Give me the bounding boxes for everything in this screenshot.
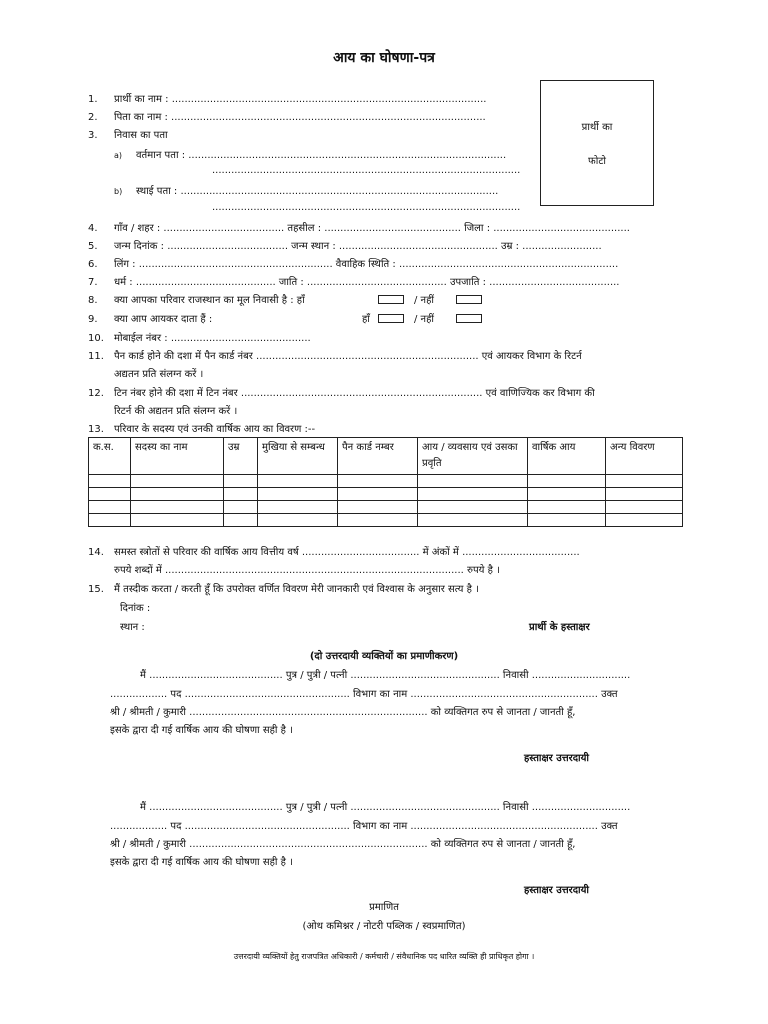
native-resident-question: क्या आपका परिवार राजस्थान का मूल निवासी है : हाँ bbox=[114, 295, 305, 306]
table-cell[interactable] bbox=[89, 475, 131, 488]
field-5 bbox=[88, 238, 602, 252]
pan-card-note: अद्यतन प्रति संलग्न करें । bbox=[114, 369, 204, 380]
field-number: 6. bbox=[88, 259, 98, 270]
sub-label: b) bbox=[114, 187, 123, 196]
taxpayer-yes-label: हाँ bbox=[362, 314, 370, 325]
field-12 bbox=[88, 385, 595, 399]
father-name-field[interactable]: पिता का नाम : ................................................................................................... bbox=[114, 112, 486, 123]
field-11 bbox=[88, 348, 582, 362]
permanent-address-continued[interactable]: ................................................................................................. bbox=[212, 202, 521, 213]
sub-label: a) bbox=[114, 151, 123, 160]
table-cell[interactable] bbox=[418, 488, 528, 501]
date-label: दिनांक : bbox=[120, 603, 151, 614]
applicant-signature-label: प्रार्थी के हस्ताक्षर bbox=[529, 622, 590, 633]
table-cell[interactable] bbox=[224, 501, 258, 514]
field-15 bbox=[88, 581, 479, 595]
table-cell[interactable] bbox=[258, 488, 338, 501]
col-relation: मुखिया से सम्बन्ध bbox=[258, 438, 338, 475]
photo-box-label-1: प्रार्थी का bbox=[581, 122, 613, 133]
current-address-continued[interactable]: ................................................................................................. bbox=[212, 165, 521, 176]
table-cell[interactable] bbox=[528, 514, 606, 527]
col-serial: क.स. bbox=[89, 438, 131, 475]
table-cell[interactable] bbox=[131, 488, 224, 501]
field-4 bbox=[88, 220, 630, 234]
field-9 bbox=[88, 311, 212, 325]
table-cell[interactable] bbox=[131, 514, 224, 527]
field-3a bbox=[114, 147, 506, 161]
table-cell[interactable] bbox=[528, 488, 606, 501]
table-header-row bbox=[89, 438, 683, 475]
table-cell[interactable] bbox=[606, 514, 683, 527]
certified-by-label: (ओथ कमिश्नर / नोटरी पब्लिक / स्वप्रमाणित) bbox=[302, 921, 466, 932]
field-13 bbox=[88, 421, 315, 435]
col-occupation: आय / व्यवसाय एवं उसका प्रवृति bbox=[418, 438, 528, 475]
table-cell[interactable] bbox=[338, 514, 418, 527]
field-number: 10. bbox=[88, 333, 104, 344]
tin-number-field[interactable]: टिन नंबर होने की दशा में टिन नंबर ............................................................................ एवं वाणिज्यिक कर विभाग की bbox=[114, 388, 595, 399]
field-number: 4. bbox=[88, 223, 98, 234]
native-no-checkbox[interactable] bbox=[456, 295, 482, 304]
attestor1-line4: इसके द्वारा दी गई वार्षिक आय की घोषणा सही है । bbox=[110, 725, 293, 736]
table-cell[interactable] bbox=[418, 514, 528, 527]
photo-box bbox=[540, 80, 654, 206]
col-other-details: अन्य विवरण bbox=[606, 438, 683, 475]
applicant-name-field[interactable]: प्रार्थी का नाम : ................................................................................................... bbox=[114, 94, 487, 105]
permanent-address-field[interactable]: स्थाई पता : .................................................................................................... bbox=[136, 186, 499, 197]
taxpayer-yes-checkbox[interactable] bbox=[378, 314, 404, 323]
table-cell[interactable] bbox=[338, 475, 418, 488]
field-number: 3. bbox=[88, 130, 98, 141]
table-row bbox=[89, 514, 683, 527]
field-number: 1. bbox=[88, 94, 98, 105]
table-cell[interactable] bbox=[224, 475, 258, 488]
table-cell[interactable] bbox=[338, 501, 418, 514]
tin-note: रिटर्न की अद्यतन प्रति संलग्न करें । bbox=[114, 406, 238, 417]
mobile-number-field[interactable]: मोबाईल नंबर : ............................................ bbox=[114, 333, 311, 344]
table-row bbox=[89, 488, 683, 501]
field-6 bbox=[88, 256, 618, 270]
attestor2-line3[interactable]: श्री / श्रीमती / कुमारी ........................................................................... को व्यक्तिगत रुप से जानता / जानती हूँ, bbox=[110, 839, 576, 850]
table-cell[interactable] bbox=[528, 475, 606, 488]
table-cell[interactable] bbox=[606, 501, 683, 514]
field-number: 7. bbox=[88, 277, 98, 288]
field-number: 12. bbox=[88, 388, 104, 399]
table-row bbox=[89, 475, 683, 488]
field-10 bbox=[88, 330, 311, 344]
native-yes-checkbox[interactable] bbox=[378, 295, 404, 304]
gender-marital-field[interactable]: लिंग : ............................................................. वैवाहिक स्थिति : ..................................................................... bbox=[114, 259, 619, 270]
field-7 bbox=[88, 274, 619, 288]
field-number: 5. bbox=[88, 241, 98, 252]
photo-box-label-2: फोटो bbox=[588, 156, 606, 167]
table-cell[interactable] bbox=[89, 488, 131, 501]
attestor2-signature-label: हस्ताक्षर उत्तरदायी bbox=[524, 885, 590, 896]
footnote: उत्तरदायी व्यक्तियों हेतु राजपत्रित अधिकारी / कर्मचारी / संवैधानिक पद धारित व्यक्ति ही प्राधिकृत होगा । bbox=[233, 952, 535, 961]
col-pan: पैन कार्ड नम्बर bbox=[338, 438, 418, 475]
taxpayer-no-checkbox[interactable] bbox=[456, 314, 482, 323]
total-income-field[interactable]: समस्त स्त्रोतों से परिवार की वार्षिक आय वित्तीय वर्ष ..................................... में अंकों में ..................................... bbox=[114, 547, 580, 558]
field-number: 8. bbox=[88, 295, 98, 306]
place-label: स्थान : bbox=[120, 622, 145, 633]
table-cell[interactable] bbox=[131, 501, 224, 514]
field-2 bbox=[88, 109, 486, 123]
table-cell[interactable] bbox=[258, 501, 338, 514]
attestor1-signature-label: हस्ताक्षर उत्तरदायी bbox=[524, 753, 590, 764]
birth-details-field[interactable]: जन्म दिनांक : ...................................... जन्म स्थान : .................................................. उम्र : ......................... bbox=[114, 241, 602, 252]
field-number: 9. bbox=[88, 314, 98, 325]
income-in-words-field[interactable]: रुपये शब्दों में .............................................................................................. रुपये है । bbox=[114, 565, 500, 576]
table-cell[interactable] bbox=[606, 488, 683, 501]
table-cell[interactable] bbox=[528, 501, 606, 514]
religion-caste-field[interactable]: धर्म : ............................................ जाति : ............................................ उपजाति : ......................................... bbox=[114, 277, 620, 288]
attestor1-line1[interactable]: मैं .......................................... पुत्र / पुत्री / पत्नी ............................................... निवासी ............................... bbox=[140, 670, 631, 681]
current-address-field[interactable]: वर्तमान पता : .................................................................................................... bbox=[136, 150, 507, 161]
attestation-heading: (दो उत्तरदायी व्यक्तियों का प्रमाणीकरण) bbox=[309, 651, 459, 662]
table-cell[interactable] bbox=[89, 514, 131, 527]
field-3 bbox=[88, 127, 168, 141]
table-cell[interactable] bbox=[131, 475, 224, 488]
taxpayer-no-label: / नहीं bbox=[414, 314, 434, 325]
family-income-heading: परिवार के सदस्य एवं उनकी वार्षिक आय का विवरण :-- bbox=[114, 424, 316, 435]
family-members-table bbox=[88, 437, 683, 527]
table-cell[interactable] bbox=[224, 488, 258, 501]
taxpayer-question: क्या आप आयकर दाता हैं : bbox=[114, 314, 213, 325]
table-cell[interactable] bbox=[258, 514, 338, 527]
attestor2-line4: इसके द्वारा दी गई वार्षिक आय की घोषणा सही है । bbox=[110, 857, 293, 868]
field-14 bbox=[88, 544, 580, 558]
attestor2-line2[interactable]: .................. पद .................................................... विभाग का नाम ........................................................... उक्त bbox=[110, 821, 618, 832]
attestor1-line2[interactable]: .................. पद .................................................... विभाग का नाम ........................................................... उक्त bbox=[110, 689, 618, 700]
col-member-name: सदस्य का नाम bbox=[131, 438, 224, 475]
form-title: आय का घोषणा-पत्र bbox=[333, 50, 435, 66]
field-number: 15. bbox=[88, 584, 104, 595]
col-age: उम्र bbox=[224, 438, 258, 475]
table-row bbox=[89, 501, 683, 514]
table-cell[interactable] bbox=[224, 514, 258, 527]
certified-label: प्रमाणित bbox=[369, 902, 399, 913]
table-cell[interactable] bbox=[89, 501, 131, 514]
declaration-text: मैं तस्दीक करता / करती हूँ कि उपरोक्त वर्णित विवरण मेरी जानकारी एवं विश्वास के अनुसार सत्य है । bbox=[114, 584, 479, 595]
table-cell[interactable] bbox=[338, 488, 418, 501]
field-number: 2. bbox=[88, 112, 98, 123]
table-cell[interactable] bbox=[418, 475, 528, 488]
field-8 bbox=[88, 292, 305, 306]
field-1 bbox=[88, 91, 486, 105]
table-cell[interactable] bbox=[258, 475, 338, 488]
table-cell[interactable] bbox=[418, 501, 528, 514]
attestor2-line1[interactable]: मैं .......................................... पुत्र / पुत्री / पत्नी ............................................... निवासी ............................... bbox=[140, 802, 631, 813]
field-number: 13. bbox=[88, 424, 104, 435]
address-label: निवास का पता bbox=[114, 130, 168, 141]
field-3b bbox=[114, 183, 498, 197]
attestor1-line3[interactable]: श्री / श्रीमती / कुमारी ........................................................................... को व्यक्तिगत रुप से जानता / जानती हूँ, bbox=[110, 707, 576, 718]
col-annual-income: वार्षिक आय bbox=[528, 438, 606, 475]
village-tehsil-district-field[interactable]: गाँव / शहर : ...................................... तहसील : ........................................... जिला : ........................................... bbox=[114, 223, 630, 234]
table-cell[interactable] bbox=[606, 475, 683, 488]
field-number: 11. bbox=[88, 351, 104, 362]
field-number: 14. bbox=[88, 547, 104, 558]
native-no-label: / नहीं bbox=[414, 295, 434, 306]
pan-card-field[interactable]: पैन कार्ड होने की दशा में पैन कार्ड नंबर ...................................................................... एवं आयकर विभाग के रिटर्न bbox=[114, 351, 582, 362]
